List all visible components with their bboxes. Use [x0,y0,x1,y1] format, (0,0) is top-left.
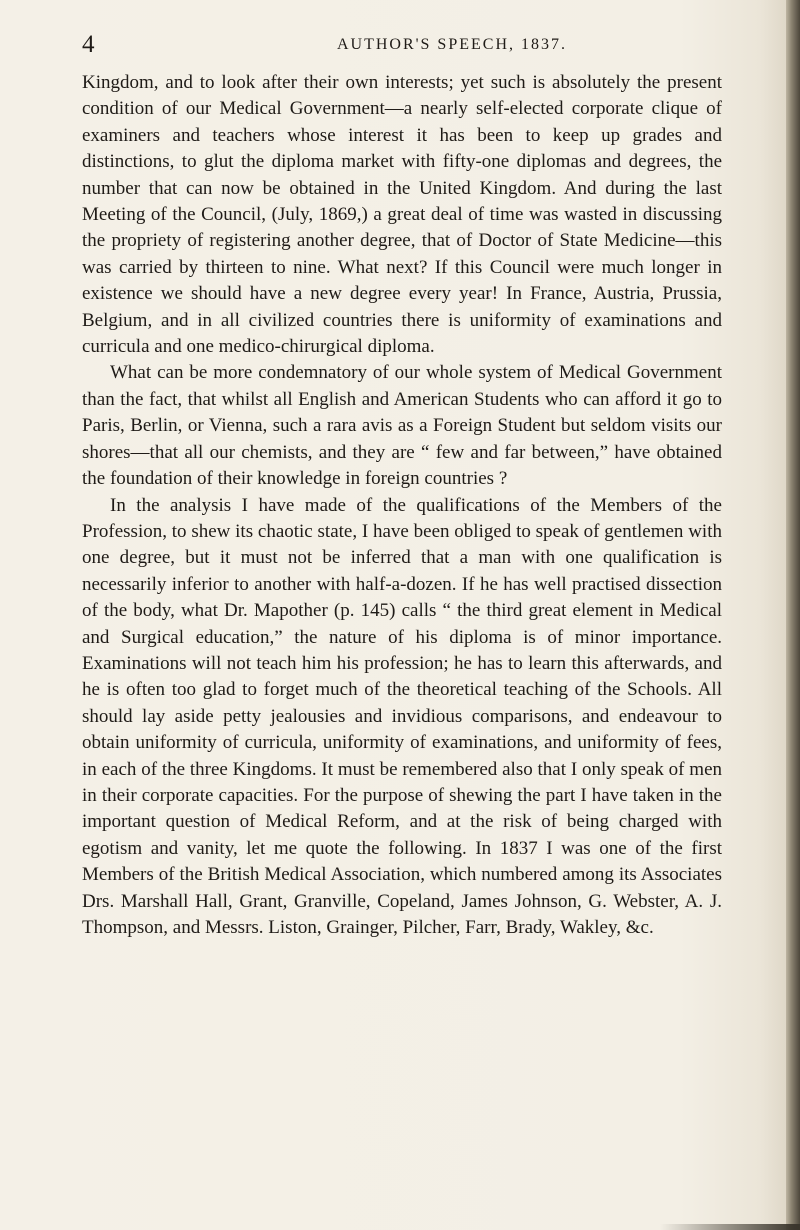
page-binding-edge [786,0,800,1230]
paragraph: In the analysis I have made of the qualifications of the Members of the Profession, to shew its chaotic state, I have been obliged to speak of gentlemen with one degree, but it must not be inferred that a man with one qualification is necessarily inferior to another with half-a-dozen. If he has well practised dissection of the body, what Dr. Mapother (p. 145) calls “ the third great element in Medical and Surgical education,” the nature of his diploma is of minor importance. Examinations will not teach him his profession; he has to learn this afterwards, and he is often too glad to forget much of the theoretical teaching of the Schools. All should lay aside petty jealousies and invidious comparisons, and endeavour to obtain uniformity of curricula, uniformity of examinations, and uniformity of fees, in each of the three Kingdoms. It must be remembered also that I only speak of men in their corporate capacities. For the purpose of shewing the part I have taken in the important question of Medical Reform, and at the risk of being charged with egotism and vanity, let me quote the following. In 1837 I was one of the first Members of the British Medical Association, which numbered among its Associates Drs. Marshall Hall, Grant, Granville, Copeland, James Johnson, G. Webster, A. J. Thompson, and Messrs. Liston, Grainger, Pilcher, Farr, Brady, Wakley, &c. [82,494,722,938]
page-header [82,30,722,66]
page-number: 4 [82,31,95,58]
body-text [82,70,722,941]
paragraph: Kingdom, and to look after their own interests; yet such is absolutely the present condition of our Medical Government—a nearly self-elected corporate clique of examiners and teachers whose interest it has been to keep up grades and distinctions, to glut the diploma market with fifty-one diplomas and degrees, the number that can now be obtained in the United Kingdom. And during the last Meeting of the Council, (July, 1869,) a great deal of time was wasted in discussing the propriety of registering another degree, that of Doctor of State Medicine—this was carried by thirteen to nine. What next? If this Council were much longer in existence we should have a new degree every year! In France, Austria, Prussia, Belgium, and in all civilized countries there is uniformity of examinations and curricula and one medico-chirurgical diploma. [82,72,722,358]
page-bottom-shadow [660,1224,800,1230]
running-head: AUTHOR'S SPEECH, 1837. [336,36,567,53]
paragraph: What can be more condemnatory of our whole system of Medical Government than the fact, that whilst all English and American Students who can afford it go to Paris, Berlin, or Vienna, such a rara avis as a Foreign Student but seldom visits our shores—that all our chemists, and they are “ few and far between,” have obtained the foundation of their knowledge in foreign countries ? [82,362,722,490]
